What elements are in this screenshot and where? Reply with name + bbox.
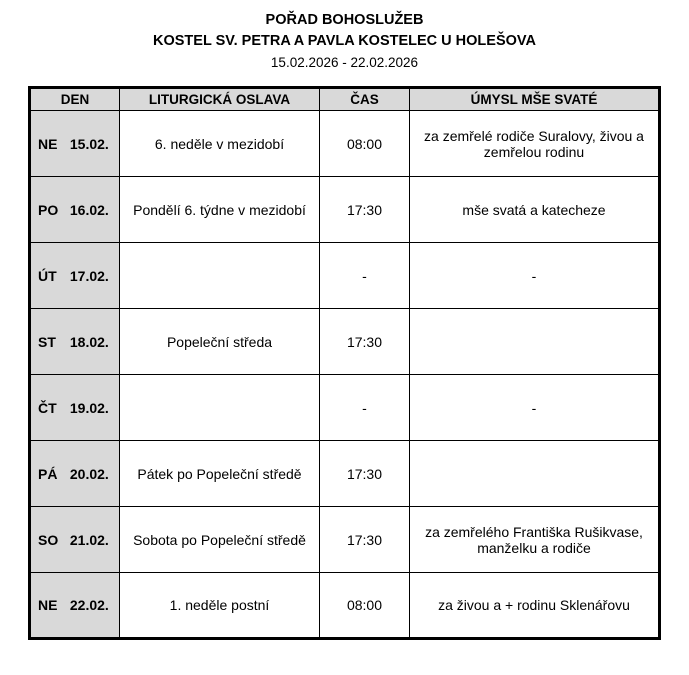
time-cell: 17:30 [320, 441, 410, 507]
celebration-cell: 6. neděle v mezidobí [120, 111, 320, 177]
day-cell [30, 309, 120, 375]
day-cell [30, 507, 120, 573]
time-cell: 08:00 [320, 573, 410, 639]
day-date: 18.02. [69, 333, 109, 350]
page-title: POŘAD BOHOSLUŽEB [265, 12, 424, 28]
intention-cell [410, 309, 660, 375]
table-row [30, 375, 660, 441]
intention-cell: - [410, 375, 660, 441]
day-abbr: SO [38, 531, 59, 548]
time-cell: 17:30 [320, 177, 410, 243]
table-header-row [30, 88, 660, 111]
day-cell [30, 111, 120, 177]
day-abbr: NE [38, 597, 58, 613]
table-row [30, 111, 660, 177]
celebration-cell: Pondělí 6. týdne v mezidobí [120, 177, 320, 243]
day-cell [30, 243, 120, 309]
table-row [30, 177, 660, 243]
day-date: 20.02. [69, 465, 109, 482]
day-cell [30, 441, 120, 507]
intention-cell: za zemřelého Františka Rušikvase, manželku a rodiče [410, 507, 660, 573]
day-date: 19.02. [69, 399, 109, 416]
table-row [30, 243, 660, 309]
table-row [30, 309, 660, 375]
intention-cell [410, 441, 660, 507]
col-header-cas: ČAS [320, 88, 410, 111]
schedule-table [28, 86, 661, 640]
day-date: 17.02. [69, 267, 109, 284]
day-cell [30, 573, 120, 639]
time-cell: 17:30 [320, 507, 410, 573]
day-cell [30, 177, 120, 243]
intention-cell: mše svatá a katecheze [410, 177, 660, 243]
celebration-cell: Popeleční středa [120, 309, 320, 375]
col-header-liturgicka-oslava: LITURGICKÁ OSLAVA [120, 88, 320, 111]
day-date: 21.02. [69, 531, 109, 548]
day-abbr: PO [38, 201, 59, 218]
day-date: 22.02. [69, 597, 109, 613]
day-abbr: ČT [38, 399, 57, 416]
celebration-cell: 1. neděle postní [120, 573, 320, 639]
col-header-den: DEN [30, 88, 120, 111]
day-date: 15.02. [69, 135, 109, 152]
intention-cell: za zemřelé rodiče Suralovy, živou a zemřelou rodinu [410, 111, 660, 177]
celebration-cell: Sobota po Popeleční středě [120, 507, 320, 573]
col-header-umysl: ÚMYSL MŠE SVATÉ [410, 88, 660, 111]
time-cell: - [320, 243, 410, 309]
intention-cell: - [410, 243, 660, 309]
time-cell: 08:00 [320, 111, 410, 177]
day-date: 16.02. [69, 201, 109, 218]
celebration-cell [120, 243, 320, 309]
day-abbr: ÚT [38, 267, 57, 284]
time-cell: 17:30 [320, 309, 410, 375]
church-name: KOSTEL SV. PETRA A PAVLA KOSTELEC U HOLEŠOVA [153, 33, 536, 49]
time-cell: - [320, 375, 410, 441]
table-row [30, 573, 660, 639]
celebration-cell [120, 375, 320, 441]
day-abbr: PÁ [38, 465, 58, 482]
table-row [30, 441, 660, 507]
celebration-cell: Pátek po Popeleční středě [120, 441, 320, 507]
table-row [30, 507, 660, 573]
day-abbr: ST [38, 333, 56, 350]
intention-cell: za živou a + rodinu Sklenářovu [410, 573, 660, 639]
day-abbr: NE [38, 135, 58, 152]
day-cell [30, 375, 120, 441]
date-range: 15.02.2026 - 22.02.2026 [270, 55, 419, 70]
